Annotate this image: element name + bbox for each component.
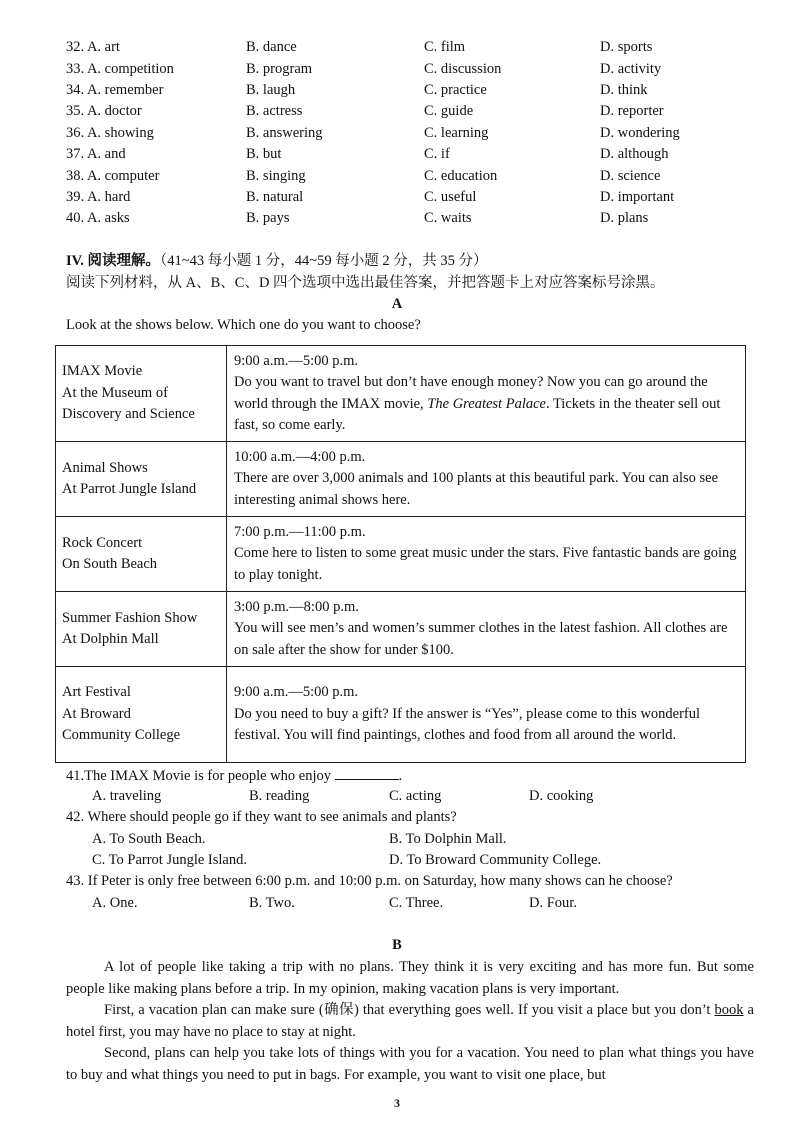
question-41-option-d: D. cooking [529,788,594,804]
table-row [56,442,746,517]
passage-a-intro: Look at the shows below. Which one do you want to choose? [66,317,421,333]
show-time: 9:00 a.m.—5:00 p.m. [234,684,359,701]
paragraph: First, a vacation plan can make sure (确保) that everything goes well. If you visit a place but you don’t book a hotel first, you may have no place to stay at night. [66,1002,754,1040]
show-venue: Art Festival At Broward Community College [56,667,227,763]
question-43-option-c: C. Three. [389,895,444,911]
section-title: IV. 阅读理解。 [66,253,160,269]
question-42-option-b: B. To Dolphin Mall. [389,831,507,847]
shows-table [55,345,746,763]
table-row [56,667,746,763]
show-description: There are over 3,000 animals and 100 plants at this beautiful park. You can also see interesting animal shows here. [234,470,719,508]
table-row [56,346,746,442]
table-row [56,517,746,592]
show-info [227,442,746,517]
show-venue: IMAX Movie At the Museum of Discovery and Science [56,346,227,442]
underlined-word: book [714,1002,744,1018]
show-info [227,346,746,442]
question-41-option-b: B. reading [249,788,310,804]
show-venue: Rock Concert On South Beach [56,517,227,592]
show-description: You will see men’s and women’s summer clothes in the latest fashion. All clothes are on sale after the show for under $100. [234,620,728,658]
show-info [227,667,746,763]
show-info [227,517,746,592]
question-43-option-a: A. One. [92,895,138,911]
section-scoring: （41~43 每小题 1 分，44~59 每小题 2 分，共 35 分） [160,253,488,269]
show-description: Come here to listen to some great music under the stars. Five fantastic bands are going to play tonight. [234,545,737,583]
answer-blank [335,765,399,780]
question-42-option-a: A. To South Beach. [92,831,206,847]
paragraph: Second, plans can help you take lots of things with you for a vacation. You need to plan what things you have to buy and what things you need to put in bags. For example, you want to visit one place, but [66,1045,754,1083]
show-description: Do you need to buy a gift? If the answer is “Yes”, please come to this wonderful festival. You will find paintings, clothes and food from all around the world. [234,705,701,744]
question-42-stem: 42. Where should people go if they want to see animals and plants? [66,809,457,825]
show-info [227,592,746,667]
section-heading [66,251,487,272]
question-43-option-d: D. Four. [529,895,577,911]
show-time: 3:00 p.m.—8:00 p.m. [234,598,359,615]
section-instruction: 阅读下列材料，从 A、B、C、D 四个选项中选出最佳答案，并把答题卡上对应答案标号涂黑。 [66,275,665,291]
show-venue: Summer Fashion Show At Dolphin Mall [56,592,227,667]
exam-page: 32. A. art B. dance C. film D. sports 33. A. competition B. program C. discussion D. activity 34. A. remember B. laugh C. practice D. think 35. A. doctor B. actress C. guide D. reporter 36. A. showing B. answering C. learning D. wondering 37. A. and B. but C. if D. although 38. A. computer B. singing C. education D. science 39. A. hard B. natural C. useful D. important 40. A. asks B. pays C. waits D. plans IV. 阅读理解。（41~43 每小题 1 分，44~59 每小题 2 分，共 35 分） 阅读下列材料，从 A、B、C、D 四个选项中选出最佳答案，并把答题卡上对应答案标号涂黑。 A Look at the shows below. Which one do you want to choose? IMAX Movie At the Museum of Discovery and Science 9:00 a.m.—5:00 p.m. Do you want to travel but don’t have enough money? Now you can go around the world through the IMAX movie, The Greatest Palace. Tickets in the theater sell out fast, so come early. Animal Shows At Parrot Jungle Island 10:00 a.m.—4:00 p.m. There are over 3,000 animals and 100 plants at this beautiful park. You can also see interesting animal shows here. Rock Concert On South Beach 7:00 p.m.—11:00 p.m. Come here to listen to some great music under the stars. Five fantastic bands are going to play tonight. Summer Fashion Show At Dolphin Mall 3:00 p.m.—8:00 p.m. You will see men’s and women’s summer clothes in the latest fashion. All clothes are on sale after the show for under $100. Art Festival At Broward Community College 9:00 a.m.—5:00 p.m. Do you need to buy a gift? If the answer is “Yes”, please come to this wonderful festival. You will find paintings, clothes and food from all around the world. 41.The IMAX Movie is for people who enjoy . A. traveling B. reading C. acting D. cooking 42. Where should people go if they want to see animals and plants? A. To South Beach. B. To Dolphin Mall. C. To Parrot Jungle Island. D. To Broward Community College. 43. If Peter is only free between 6:00 p.m. and 10:00 p.m. on Saturday, how many shows can he choose? A. One. B. Two. C. Three. D. Four. B A lot of people like taking a trip with no plans. They think it is very exciting and has more fun. But some people like making plans before a trip. In my opinion, making vacation plans is very important. First, a vacation plan can make sure (确保) that everything goes well. If you visit a place but you don’t book a hotel first, you may have no place to stay at night. Second, plans can help you take lots of things with you for a vacation. You need to plan what things you have to buy and what things you need to put in bags. For example, you want to visit one place, but 3 [0,0,794,1122]
question-41-option-a: A. traveling [92,788,162,804]
question-43-stem: 43. If Peter is only free between 6:00 p.m. and 10:00 p.m. on Saturday, how many shows can he choose? [66,873,673,889]
passage-a-label: A [391,296,403,312]
question-41-stem: 41.The IMAX Movie is for people who enjoy . [66,765,402,787]
question-43-option-b: B. Two. [249,895,295,911]
question-41-option-c: C. acting [389,788,442,804]
show-time: 7:00 p.m.—11:00 p.m. [234,523,366,540]
page-number: 3 [394,1096,400,1110]
show-time: 9:00 a.m.—5:00 p.m. [234,352,359,369]
question-42-option-d: D. To Broward Community College. [389,852,602,868]
question-42-option-c: C. To Parrot Jungle Island. [92,852,247,868]
paragraph: A lot of people like taking a trip with no plans. They think it is very exciting and has more fun. But some people like making plans before a trip. In my opinion, making vacation plans is very important. [66,959,754,997]
show-time: 10:00 a.m.—4:00 p.m. [234,448,366,465]
passage-b-label: B [392,937,402,953]
passage-b-text [66,957,754,1086]
table-row [56,592,746,667]
show-description: Do you want to travel but don’t have enough money? Now you can go around the world through the IMAX movie, The Greatest Palace. Tickets in the theater sell out fast, so come early. [234,374,721,433]
show-venue: Animal Shows At Parrot Jungle Island [56,442,227,517]
